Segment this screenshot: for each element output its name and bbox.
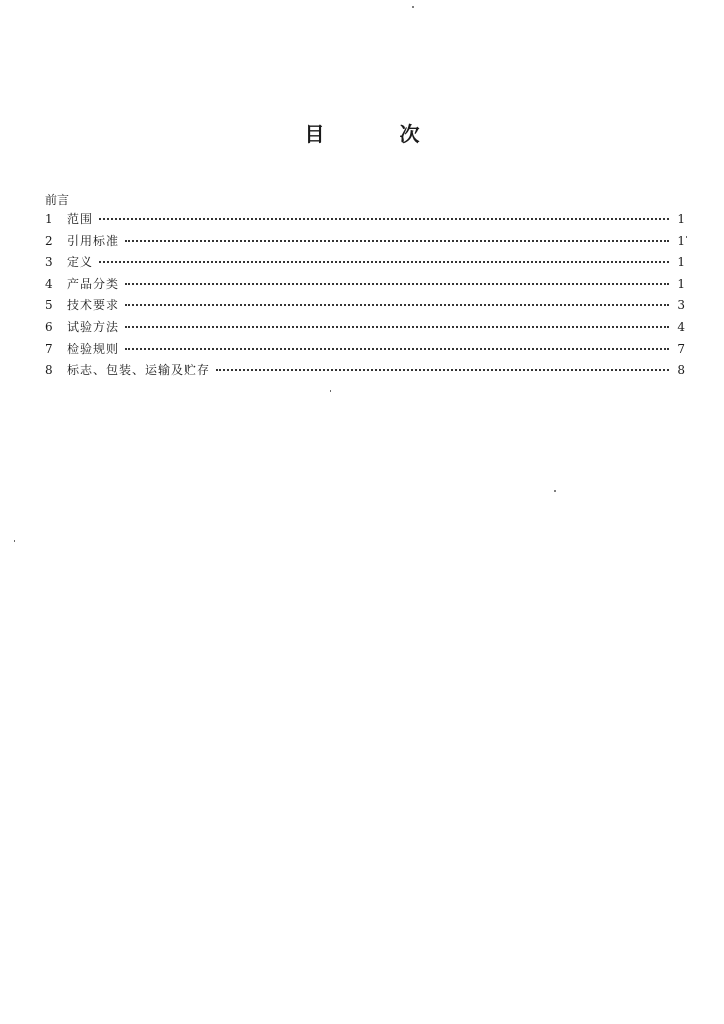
dot-leader [125, 304, 669, 306]
dot-leader [99, 261, 669, 263]
toc-preface: 前言 [45, 193, 70, 207]
toc-entry-page: 1 [677, 255, 685, 270]
dot-leader [216, 369, 669, 371]
toc-entry-number: 2 [45, 233, 53, 248]
toc-entry-page: 3 [677, 298, 685, 313]
dot-leader [125, 348, 669, 350]
toc-entry-8 [45, 363, 685, 385]
page-title [0, 118, 724, 147]
toc-entry-number: 1 [45, 212, 53, 226]
toc-entry-number: 4 [45, 276, 53, 291]
dot-leader [125, 240, 669, 242]
toc-entry-4 [45, 277, 685, 299]
scan-speck [412, 6, 414, 8]
title-char-2: 次 [399, 122, 420, 146]
scan-speck [330, 390, 331, 392]
toc-entry-page: 8 [677, 363, 685, 378]
toc-entry-page: 1 [677, 276, 685, 291]
toc-entry-page: 1 [677, 233, 685, 248]
toc-entry-2 [45, 234, 685, 256]
dot-leader [125, 283, 669, 285]
toc-entry-7 [45, 342, 685, 364]
toc-list [45, 212, 685, 385]
toc-entry-label: 引用标准 [67, 233, 120, 248]
dot-leader [99, 218, 669, 220]
toc-entry-label: 范围 [67, 212, 94, 226]
toc-entry-5 [45, 298, 685, 320]
toc-entry-number: 7 [45, 341, 53, 356]
toc-entry-number: 6 [45, 319, 53, 334]
scan-speck [554, 490, 556, 492]
toc-entry-page: 4 [677, 319, 685, 334]
toc-entry-label: 产品分类 [67, 276, 120, 291]
dot-leader [125, 326, 669, 328]
toc-entry-label: 定义 [67, 255, 94, 270]
title-char-1: 目 [304, 122, 325, 146]
toc-entry-number: 5 [45, 298, 53, 313]
scan-speck [686, 236, 687, 238]
toc-entry-3 [45, 255, 685, 277]
scan-speck [14, 540, 15, 542]
toc-entry-number: 8 [45, 363, 53, 378]
toc-entry-6 [45, 320, 685, 342]
toc-entry-page: 7 [677, 341, 685, 356]
toc-entry-number: 3 [45, 255, 53, 270]
toc-entry-label: 试验方法 [67, 319, 120, 334]
toc-entry-label: 检验规则 [67, 341, 120, 356]
toc-entry-1 [45, 212, 685, 234]
toc-entry-label: 技术要求 [67, 298, 120, 313]
toc-entry-page: 1 [677, 212, 685, 226]
toc-entry-label: 标志、包装、运输及贮存 [67, 363, 211, 378]
